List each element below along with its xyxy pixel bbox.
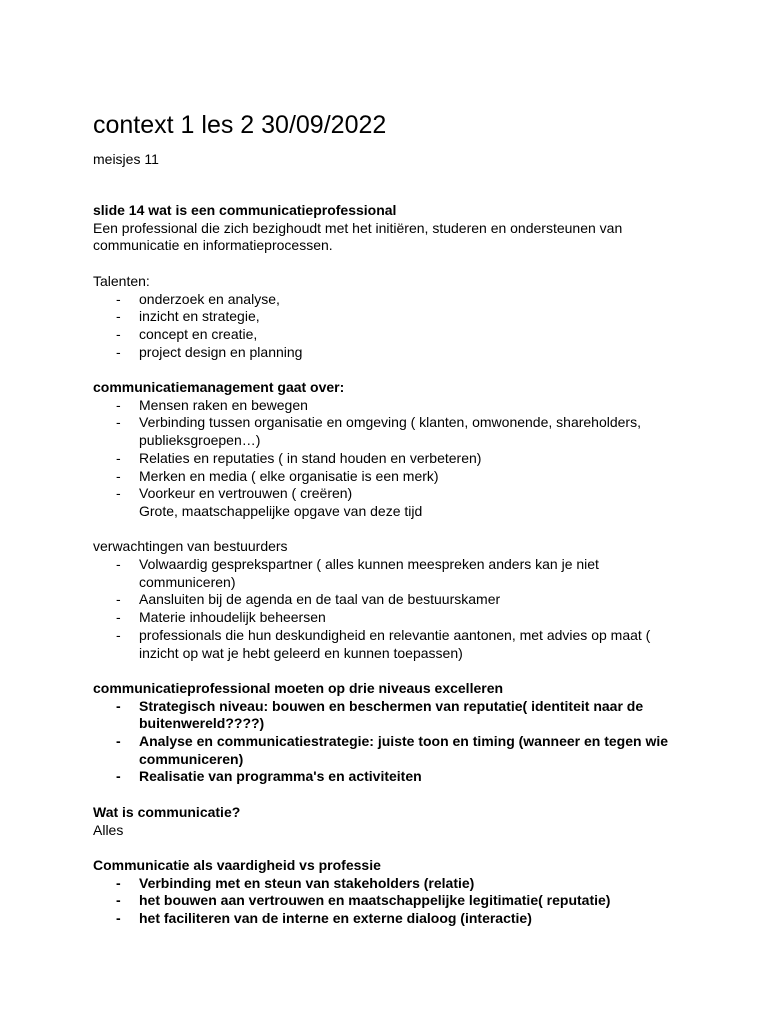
section-wat-is-communicatie: [93, 804, 673, 839]
list-item: - het faciliteren van de interne en externe dialoog (interactie): [93, 910, 673, 928]
section-heading: slide 14 wat is een communicatieprofessional: [93, 202, 397, 218]
list-item: - Volwaardig gesprekspartner ( alles kunnen meespreken anders kan je niet communiceren): [93, 556, 673, 591]
section-heading: Communicatie als vaardigheid vs professie: [93, 856, 381, 873]
section-heading: Talenten:: [93, 272, 150, 289]
continuation-text: Grote, maatschappelijke opgave van deze tijd: [139, 502, 423, 519]
list-item: - concept en creatie,: [93, 326, 673, 344]
bullet-list: [93, 698, 673, 787]
list-item: - Materie inhoudelijk beheersen: [93, 609, 673, 627]
list-item: - Realisatie van programma's en activiteiten: [93, 768, 673, 786]
page-title: context 1 les 2 30/09/2022: [93, 111, 387, 139]
list-item: - Mensen raken en bewegen: [93, 397, 673, 415]
list-item: - Verbinding tussen organisatie en omgeving ( klanten, omwonende, shareholders, publieksgroepen…): [93, 414, 673, 449]
list-item: - project design en planning: [93, 344, 673, 362]
list-item: - Strategisch niveau: bouwen en beschermen van reputatie( identiteit naar de buitenwereld????): [93, 698, 673, 733]
section-heading: communicatieprofessional moeten op drie niveaus excelleren: [93, 679, 504, 696]
document-body: [93, 202, 673, 945]
paragraph: Alles: [93, 821, 124, 838]
section-vaardigheid-vs-professie: [93, 857, 673, 928]
section-heading: verwachtingen van bestuurders: [93, 538, 288, 555]
section-slide14: [93, 202, 673, 255]
list-item: - inzicht en strategie,: [93, 308, 673, 326]
bullet-list: [93, 556, 673, 662]
paragraph: Een professional die zich bezighoudt met het initiëren, studeren en ondersteunen van communicatie en informatieprocessen.: [93, 219, 623, 254]
section-heading: Wat is communicatie?: [93, 803, 241, 820]
bullet-list: [93, 291, 673, 362]
list-item: - onderzoek en analyse,: [93, 291, 673, 309]
section-niveaus: [93, 680, 673, 786]
section-heading: communicatiemanagement gaat over:: [93, 379, 345, 395]
list-item: - het bouwen aan vertrouwen en maatschappelijke legitimatie( reputatie): [93, 892, 673, 910]
list-item: - Verbinding met en steun van stakeholders (relatie): [93, 875, 673, 893]
list-item: - professionals die hun deskundigheid en relevantie aantonen, met advies op maat ( inzicht op wat je hebt geleerd en kunnen toepassen): [93, 627, 673, 662]
section-communicatiemanagement: [93, 379, 673, 521]
bullet-list: [93, 397, 673, 503]
list-item: - Merken en media ( elke organisatie is een merk): [93, 468, 673, 486]
section-verwachtingen: [93, 538, 673, 662]
list-item: - Aansluiten bij de agenda en de taal van de bestuurskamer: [93, 591, 673, 609]
page-subtitle: meisjes 11: [93, 151, 159, 167]
section-talenten: [93, 273, 673, 362]
list-item: - Voorkeur en vertrouwen ( creëren): [93, 485, 673, 503]
list-item: - Analyse en communicatiestrategie: juiste toon en timing (wanneer en tegen wie communiceren): [93, 733, 673, 768]
list-item: - Relaties en reputaties ( in stand houden en verbeteren): [93, 450, 673, 468]
bullet-list: [93, 875, 673, 928]
